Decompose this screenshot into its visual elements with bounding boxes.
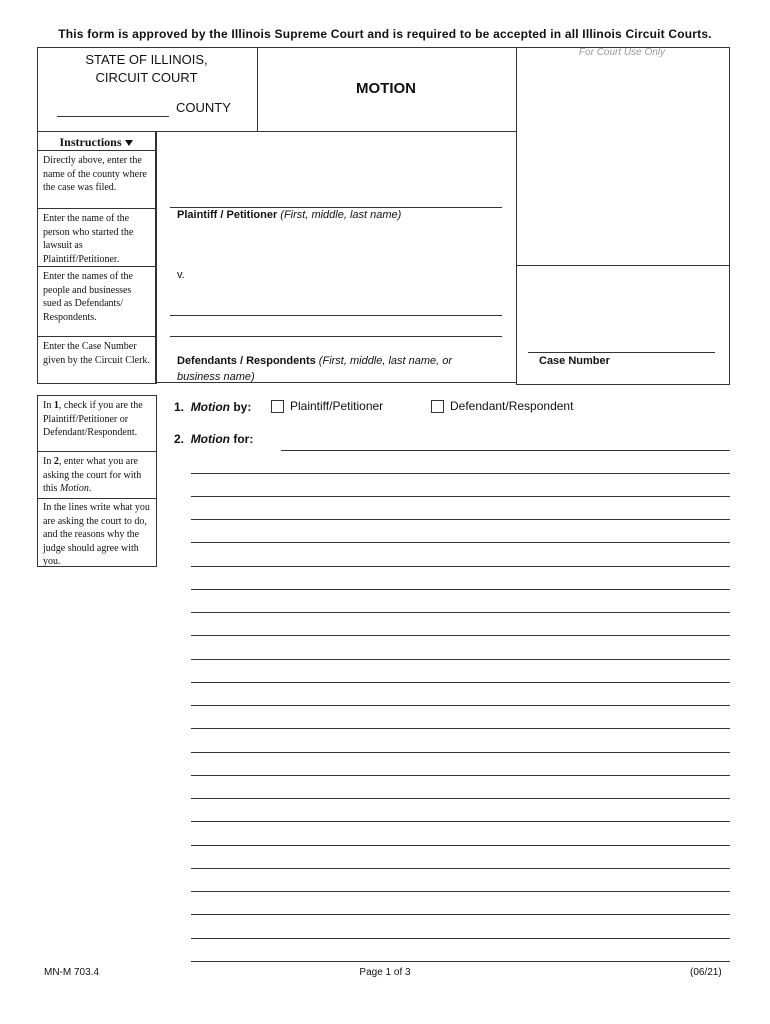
- form-number: MN-M 703.4: [44, 967, 100, 978]
- form-title: MOTION: [356, 80, 416, 97]
- instruction-lines: In the lines write what you are asking the court to do, and the reasons why the judge should agree with you.: [43, 502, 150, 567]
- plaintiff-checkbox[interactable]: [271, 400, 284, 413]
- write-line[interactable]: [191, 589, 730, 590]
- defendant-checkbox[interactable]: [431, 400, 444, 413]
- write-line[interactable]: [191, 752, 730, 753]
- court-use-divider: [516, 265, 729, 266]
- write-line[interactable]: [191, 566, 730, 567]
- approval-notice: This form is approved by the Illinois Supreme Court and is required to be accepted in all Illinois Circuit Courts.: [58, 27, 712, 41]
- write-line[interactable]: [191, 635, 730, 636]
- county-label: COUNTY: [176, 100, 231, 115]
- write-line[interactable]: [191, 542, 730, 543]
- write-line[interactable]: [191, 961, 730, 962]
- form-revision-date: (06/21): [690, 967, 722, 978]
- motion-for-field[interactable]: [281, 450, 730, 451]
- write-line[interactable]: [191, 705, 730, 706]
- divider: [37, 451, 156, 452]
- write-line[interactable]: [191, 775, 730, 776]
- write-line[interactable]: [191, 612, 730, 613]
- circuit-court-label: CIRCUIT COURT: [95, 70, 198, 85]
- write-line[interactable]: [191, 891, 730, 892]
- divider: [37, 208, 156, 209]
- instruction-defendants: Enter the names of the people and businesses sued as Defendants/ Respondents.: [43, 271, 133, 323]
- versus-label: v.: [177, 269, 185, 281]
- instruction-county: Directly above, enter the name of the county where the case was filed.: [43, 155, 147, 193]
- divider: [37, 336, 156, 337]
- page-number: Page 1 of 3: [359, 967, 411, 978]
- instruction-item-1: In 1, check if you are the Plaintiff/Petitioner or Defendant/Respondent.: [43, 400, 143, 438]
- court-use-box: [516, 47, 730, 385]
- instructions-heading-label: Instructions: [59, 135, 122, 149]
- write-line[interactable]: [191, 496, 730, 497]
- write-line[interactable]: [191, 473, 730, 474]
- write-line[interactable]: [191, 868, 730, 869]
- divider: [37, 266, 156, 267]
- instruction-plaintiff: Enter the name of the person who started the lawsuit as Plaintiff/Petitioner.: [43, 213, 134, 265]
- plaintiff-label: Plaintiff / Petitioner (First, middle, last name): [177, 209, 402, 221]
- party-box-edge: [155, 131, 156, 382]
- plaintiff-option-label: Plaintiff/Petitioner: [290, 399, 384, 413]
- instruction-item-2: In 2, enter what you are asking the court for with this Motion.: [43, 456, 142, 494]
- triangle-down-icon: [125, 140, 133, 146]
- write-line[interactable]: [191, 938, 730, 939]
- write-line[interactable]: [191, 728, 730, 729]
- divider: [37, 498, 156, 499]
- case-number-label: Case Number: [539, 355, 610, 367]
- write-line[interactable]: [191, 798, 730, 799]
- write-line[interactable]: [191, 659, 730, 660]
- write-line[interactable]: [191, 914, 730, 915]
- defendant-field-2[interactable]: [170, 336, 502, 337]
- instruction-case-number: Enter the Case Number given by the Circuit Clerk.: [43, 341, 150, 366]
- case-number-field[interactable]: [528, 352, 715, 353]
- plaintiff-field[interactable]: [170, 207, 502, 208]
- instructions-heading: [37, 135, 155, 150]
- write-line[interactable]: [191, 519, 730, 520]
- write-line[interactable]: [191, 821, 730, 822]
- defendant-option-label: Defendant/Respondent: [450, 399, 574, 413]
- defendants-label: Defendants / Respondents (First, middle, last name, or business name): [177, 355, 453, 383]
- county-field[interactable]: [57, 116, 169, 117]
- write-line[interactable]: [191, 682, 730, 683]
- state-label: STATE OF ILLINOIS,: [85, 52, 208, 67]
- write-line[interactable]: [191, 845, 730, 846]
- defendant-field-1[interactable]: [170, 315, 502, 316]
- question-2-label: 2. Motion for:: [174, 432, 254, 446]
- question-1-label: 1. Motion by:: [174, 400, 252, 414]
- divider: [37, 150, 156, 151]
- court-use-label: For Court Use Only: [578, 47, 666, 58]
